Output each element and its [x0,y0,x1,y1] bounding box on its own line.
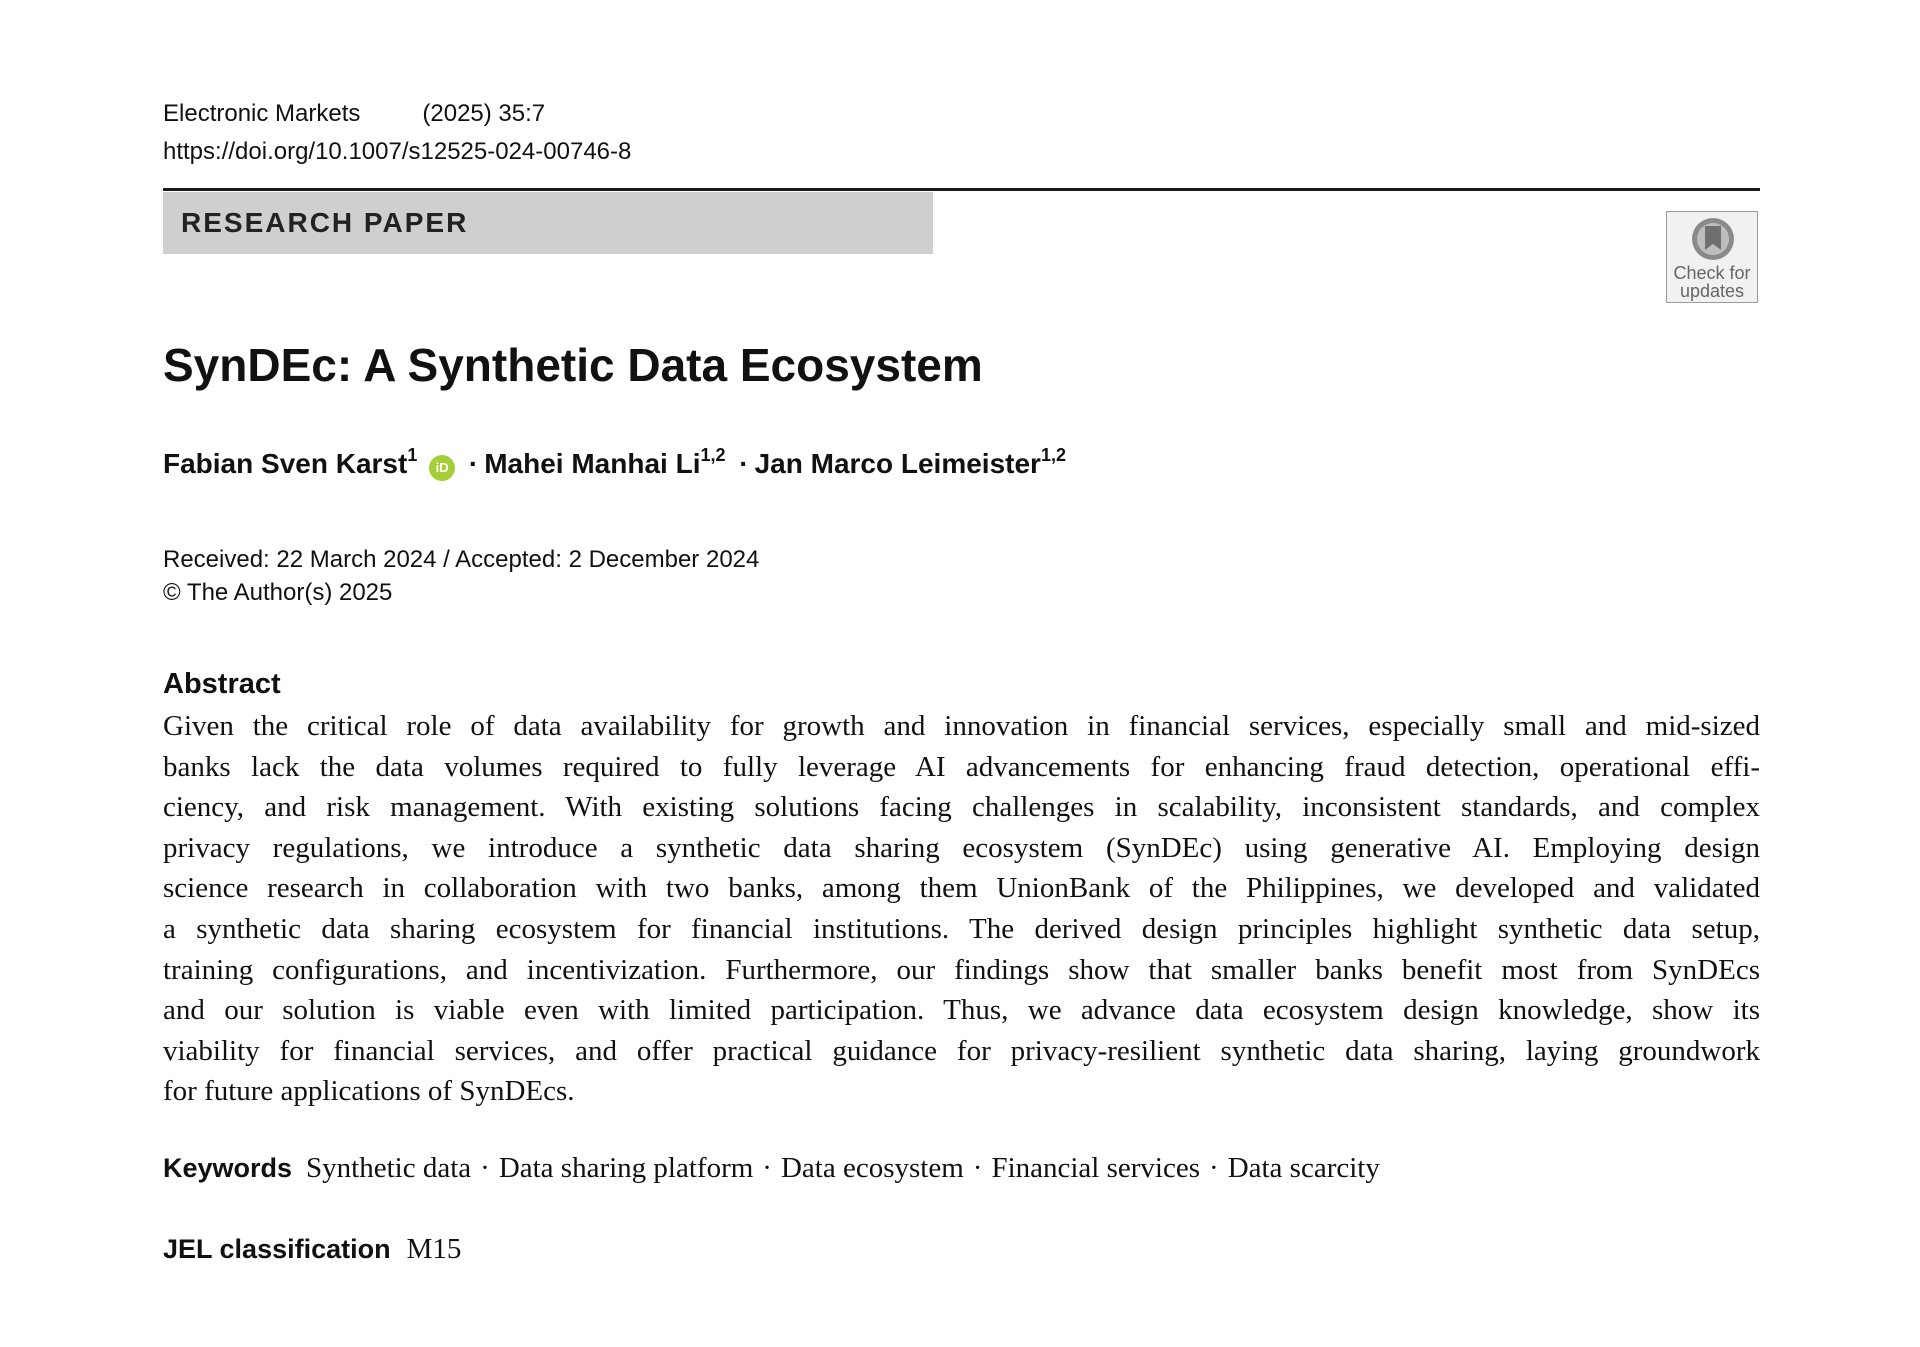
author-list [163,445,1066,481]
abstract-line: privacy regulations, we introduce a synthetic data sharing ecosystem (SynDEc) using generative AI. Employing design [163,831,1760,864]
abstract-line: training configurations, and incentivization. Furthermore, our findings show that smaller banks benefit most from SynDEcs [163,953,1760,986]
orcid-icon[interactable]: iD [429,455,455,481]
keyword: Data ecosystem [780,1152,964,1184]
author-affiliation: 1,2 [1040,445,1066,465]
header-rule [163,188,1760,191]
abstract-line: for future applications of SynDEcs. [163,1075,575,1108]
author-affiliation: 1 [407,445,418,465]
abstract-heading: Abstract [163,668,281,700]
keyword-separator: · [972,1152,983,1184]
section-banner [163,192,933,254]
keyword: Data scarcity [1227,1152,1380,1184]
jel-classification [163,1233,461,1266]
bookmark-badge-icon [1690,216,1736,262]
abstract-line: and our solution is viable even with limited participation. Thus, we advance data ecosystem design knowledge, show its [163,994,1760,1027]
abstract-line: viability for financial services, and offer practical guidance for privacy-resilient synthetic data sharing, laying groundwork [163,1034,1760,1067]
keyword-separator: · [480,1152,490,1184]
keywords-label: Keywords [163,1153,293,1183]
abstract-line: Given the critical role of data availability for growth and innovation in financial services, especially small and mid-sized [163,710,1760,742]
jel-label: JEL classification [163,1234,391,1264]
jel-value: M15 [406,1233,462,1265]
check-updates-label: Check for updates [1673,263,1751,301]
abstract-line: banks lack the data volumes required to fully leverage AI advancements for enhancing fraud detection, operational effi- [163,750,1760,783]
author-separator: · [468,448,479,479]
paper-page [163,0,1760,1347]
journal-issue: (2025) 35:7 [422,100,546,127]
keyword: Financial services [991,1152,1201,1184]
check-for-updates-button[interactable] [1666,211,1758,303]
keyword-separator: · [762,1152,772,1184]
abstract-line: ciency, and risk management. With existing solutions facing challenges in scalability, inconsistent standards, and complex [163,791,1760,824]
received-accepted-dates: Received: 22 March 2024 / Accepted: 2 December 2024 [163,546,760,573]
paper-title: SynDEc: A Synthetic Data Ecosystem [163,339,983,391]
keyword: Synthetic data [306,1152,472,1184]
keyword-separator: · [1209,1152,1219,1184]
author-separator: · [739,448,749,479]
author-name[interactable]: Fabian Sven Karst [163,448,408,479]
abstract-line: science research in collaboration with two banks, among them UnionBank of the Philippines, we developed and validated [163,872,1760,905]
keyword: Data sharing platform [498,1152,754,1184]
author-name[interactable]: Jan Marco Leimeister [754,448,1041,479]
doi-link[interactable]: https://doi.org/10.1007/s12525-024-00746-8 [163,138,632,165]
author-affiliation: 1,2 [700,445,726,465]
journal-name: Electronic Markets [163,100,361,127]
abstract-body [163,706,1760,1112]
journal-citation [163,100,545,128]
abstract-line: a synthetic data sharing ecosystem for financial institutions. The derived design principles highlight synthetic data setup, [163,912,1760,945]
author-name[interactable]: Mahei Manhai Li [484,448,701,479]
keywords-section [163,1152,1380,1185]
section-label: RESEARCH PAPER [181,207,469,238]
copyright-notice: © The Author(s) 2025 [163,579,393,606]
